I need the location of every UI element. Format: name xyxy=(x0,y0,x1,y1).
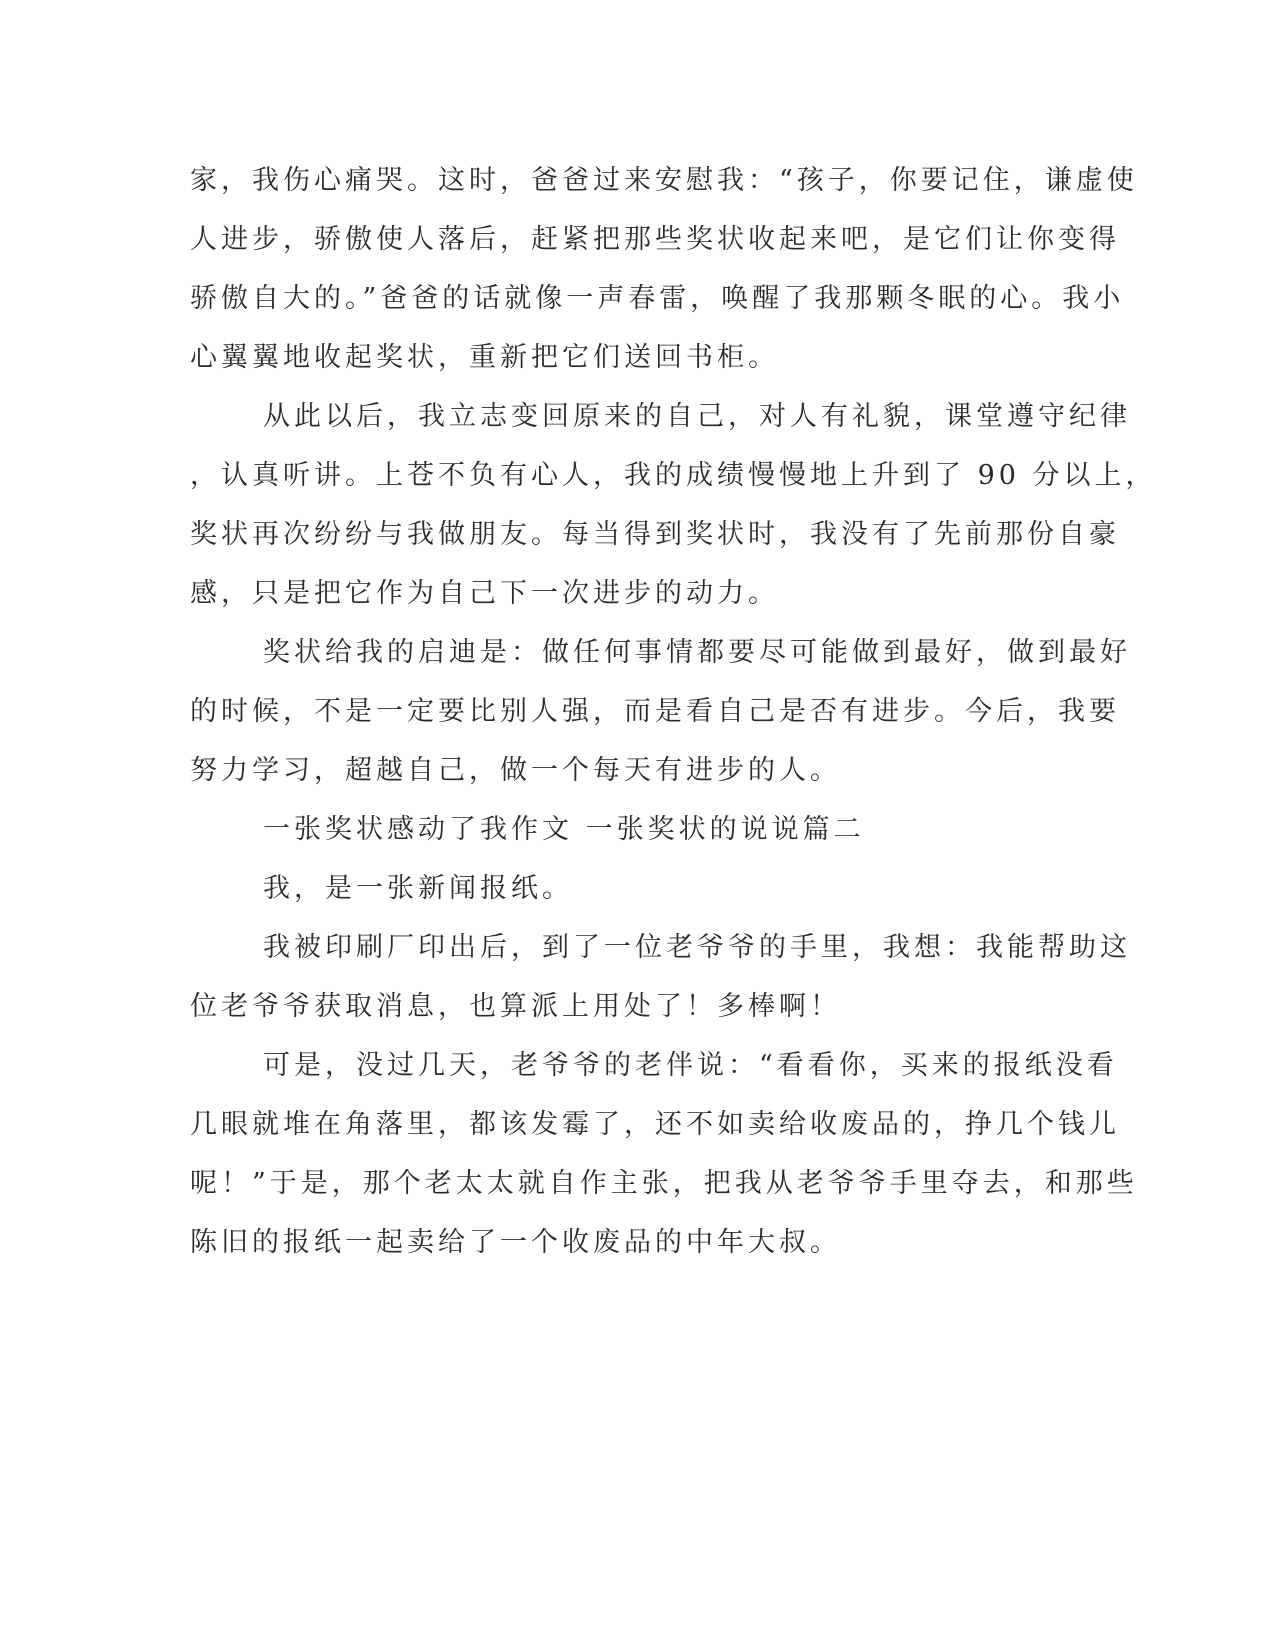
text-line: 从此以后，我立志变回原来的自己，对人有礼貌，课堂遵守纪律 xyxy=(263,401,1131,432)
text-line: 的时候，不是一定要比别人强，而是看自己是否有进步。今后，我要 xyxy=(190,696,1120,727)
text-line: 可是，没过几天，老爷爷的老伴说：“看看你，买来的报纸没看 xyxy=(263,1050,1118,1081)
text-line: 心翼翼地收起奖状，重新把它们送回书柜。 xyxy=(190,342,779,373)
text-line: 人进步，骄傲使人落后，赶紧把那些奖状收起来吧，是它们让你变得 xyxy=(190,224,1120,255)
text-line: 家，我伤心痛哭。这时，爸爸过来安慰我：“孩子，你要记住，谦虚使 xyxy=(190,165,1138,196)
text-line: 努力学习，超越自己，做一个每天有进步的人。 xyxy=(190,755,841,786)
text-line: 呢！”于是，那个老太太就自作主张，把我从老爷爷手里夺去，和那些 xyxy=(190,1168,1138,1199)
text-line: 陈旧的报纸一起卖给了一个收废品的中年大叔。 xyxy=(190,1227,841,1258)
text-line: 奖状再次纷纷与我做朋友。每当得到奖状时，我没有了先前那份自豪 xyxy=(190,519,1120,550)
text-line: 我被印刷厂印出后，到了一位老爷爷的手里，我想：我能帮助这 xyxy=(263,932,1131,963)
text-line: 几眼就堆在角落里，都该发霉了，还不如卖给收废品的，挣几个钱儿 xyxy=(190,1109,1120,1140)
text-line: 感，只是把它作为自己下一次进步的动力。 xyxy=(190,578,779,609)
section-heading: 一张奖状感动了我作文 一张奖状的说说篇二 xyxy=(263,814,865,845)
text-line: 我，是一张新闻报纸。 xyxy=(263,873,573,904)
text-line: 位老爷爷获取消息，也算派上用处了！多棒啊！ xyxy=(190,991,841,1022)
text-line: 奖状给我的启迪是：做任何事情都要尽可能做到最好，做到最好 xyxy=(263,637,1131,668)
text-line: ，认真听讲。上苍不负有心人，我的成绩慢慢地上升到了 90 分以上， xyxy=(190,460,1157,491)
text-line: 骄傲自大的。”爸爸的话就像一声春雷，唤醒了我那颗冬眠的心。我小 xyxy=(190,283,1125,314)
